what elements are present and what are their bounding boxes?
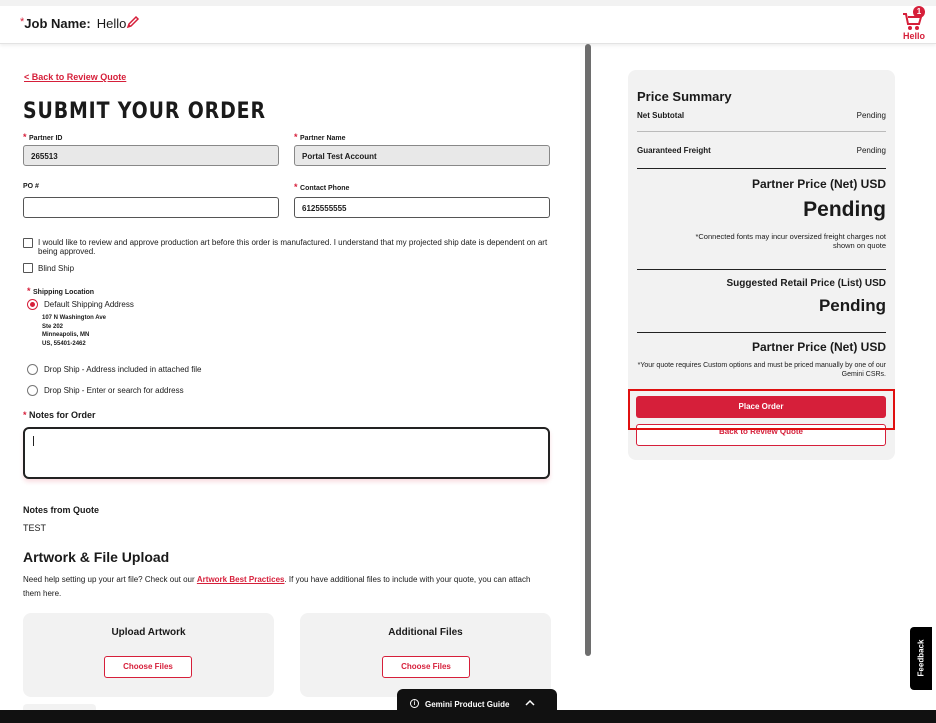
drop-ship-search-label: Drop Ship - Enter or search for address xyxy=(44,386,184,395)
upload-artwork-choose-files-button[interactable]: Choose Files xyxy=(104,656,192,678)
cart-button[interactable] xyxy=(899,6,929,40)
cart-label: Hello xyxy=(902,31,925,41)
notes-from-quote-value: TEST xyxy=(23,523,47,533)
job-name-label: Job Name: xyxy=(24,16,91,31)
drop-ship-file-radio[interactable] xyxy=(27,364,38,375)
net-subtotal-label: Net Subtotal xyxy=(637,111,685,120)
blind-ship-checkbox[interactable] xyxy=(23,263,33,273)
top-strip xyxy=(0,0,936,6)
notes-label-text: Notes for Order xyxy=(29,410,96,420)
partner-name-field: Portal Test Account xyxy=(294,145,550,166)
drop-ship-search-radio[interactable] xyxy=(27,385,38,396)
contact-phone-label: * Contact Phone xyxy=(294,182,350,192)
price-summary-title: Price Summary xyxy=(637,89,732,104)
job-name xyxy=(20,16,126,31)
additional-files-title: Additional Files xyxy=(388,627,463,638)
partner-id-label-text: Partner ID xyxy=(29,135,63,142)
partner-id-label: * Partner ID xyxy=(23,132,63,142)
partner-price-value: Pending xyxy=(803,198,886,221)
artwork-desc-text: Need help setting up your art file? Check out our xyxy=(23,575,197,584)
edit-pencil-icon[interactable] xyxy=(126,15,140,34)
freight-label: Guaranteed Freight xyxy=(637,146,711,155)
address-line: 107 N Washington Ave xyxy=(42,315,107,321)
divider xyxy=(637,269,886,270)
chevron-up-icon xyxy=(525,699,535,709)
po-label: PO # xyxy=(23,183,39,190)
artwork-best-practices-link[interactable]: Artwork Best Practices xyxy=(196,575,285,584)
partner-id-field: 265513 xyxy=(23,145,279,166)
notes-textarea[interactable] xyxy=(23,427,550,479)
net-subtotal-value: Pending xyxy=(856,111,886,120)
divider xyxy=(637,168,886,169)
back-to-review-link[interactable]: < Back to Review Quote xyxy=(24,72,127,82)
shipping-location-label-text: Shipping Location xyxy=(33,289,95,296)
default-shipping-label: Default Shipping Address xyxy=(44,300,134,309)
page-title: SUBMIT YOUR ORDER xyxy=(23,99,266,124)
additional-files-box xyxy=(300,613,551,697)
info-icon: i xyxy=(410,699,419,708)
artwork-desc-text-end: . If you have additional files to include with your quote, you can attach them here. xyxy=(23,575,531,598)
feedback-tab[interactable] xyxy=(910,627,932,690)
partner-name-label-text: Partner Name xyxy=(300,135,346,142)
approve-art-text: I would like to review and approve production art before this order is manufactured. I understand that my projected ship date is dependent on art being approved. xyxy=(38,238,548,256)
divider xyxy=(637,332,886,333)
upload-artwork-title: Upload Artwork xyxy=(111,627,186,638)
custom-options-note: *Your quote requires Custom options and must be priced manually by one of our Gemini CSRs. xyxy=(637,362,886,378)
partner-name-label: * Partner Name xyxy=(294,132,346,142)
partner-price-label: Partner Price (Net) USD xyxy=(751,177,886,191)
freight-value: Pending xyxy=(856,146,886,155)
freight-row xyxy=(637,146,886,155)
divider xyxy=(637,131,886,132)
shipping-address xyxy=(42,314,106,348)
contact-phone-label-text: Contact Phone xyxy=(300,185,350,192)
notes-from-quote-label: Notes from Quote xyxy=(23,505,100,515)
place-order-button[interactable]: Place Order xyxy=(636,396,886,418)
partner-price-label-2: Partner Price (Net) USD xyxy=(751,340,886,354)
job-name-value: Hello xyxy=(96,16,127,31)
address-line: Minneapolis, MN xyxy=(42,332,90,338)
drop-ship-file-label: Drop Ship - Address included in attached file xyxy=(44,365,202,374)
required-marker: * xyxy=(20,16,25,28)
price-summary-panel xyxy=(628,70,895,460)
contact-phone-input[interactable]: 6125555555 xyxy=(294,197,550,218)
feedback-label: Feedback xyxy=(916,639,926,677)
default-shipping-radio[interactable] xyxy=(27,299,38,310)
retail-price-label: Suggested Retail Price (List) USD xyxy=(726,278,886,289)
net-subtotal-row xyxy=(637,111,886,120)
shipping-location-label: * Shipping Location xyxy=(27,286,95,296)
top-bar xyxy=(0,0,936,44)
product-guide-label: Gemini Product Guide xyxy=(425,700,510,709)
blind-ship-text: Blind Ship xyxy=(38,264,75,273)
scrollbar[interactable] xyxy=(585,44,591,656)
po-input[interactable] xyxy=(23,197,279,218)
product-guide-button[interactable] xyxy=(397,689,557,719)
upload-artwork-box xyxy=(23,613,274,697)
address-line: US, 55401-2462 xyxy=(42,340,86,347)
fonts-note: *Connected fonts may incur oversized freight charges not shown on quote xyxy=(695,232,886,250)
retail-price-value: Pending xyxy=(818,296,886,315)
back-to-review-quote-button[interactable]: Back to Review Quote xyxy=(636,424,886,446)
artwork-description xyxy=(23,573,543,601)
address-line: Ste 202 xyxy=(42,323,64,330)
text-caret xyxy=(33,436,34,446)
approve-art-checkbox[interactable] xyxy=(23,238,33,248)
notes-label: * Notes for Order xyxy=(23,410,96,420)
additional-files-choose-files-button[interactable]: Choose Files xyxy=(382,656,470,678)
cart-count-badge: 1 xyxy=(913,6,925,18)
artwork-section-title: Artwork & File Upload xyxy=(23,549,170,565)
